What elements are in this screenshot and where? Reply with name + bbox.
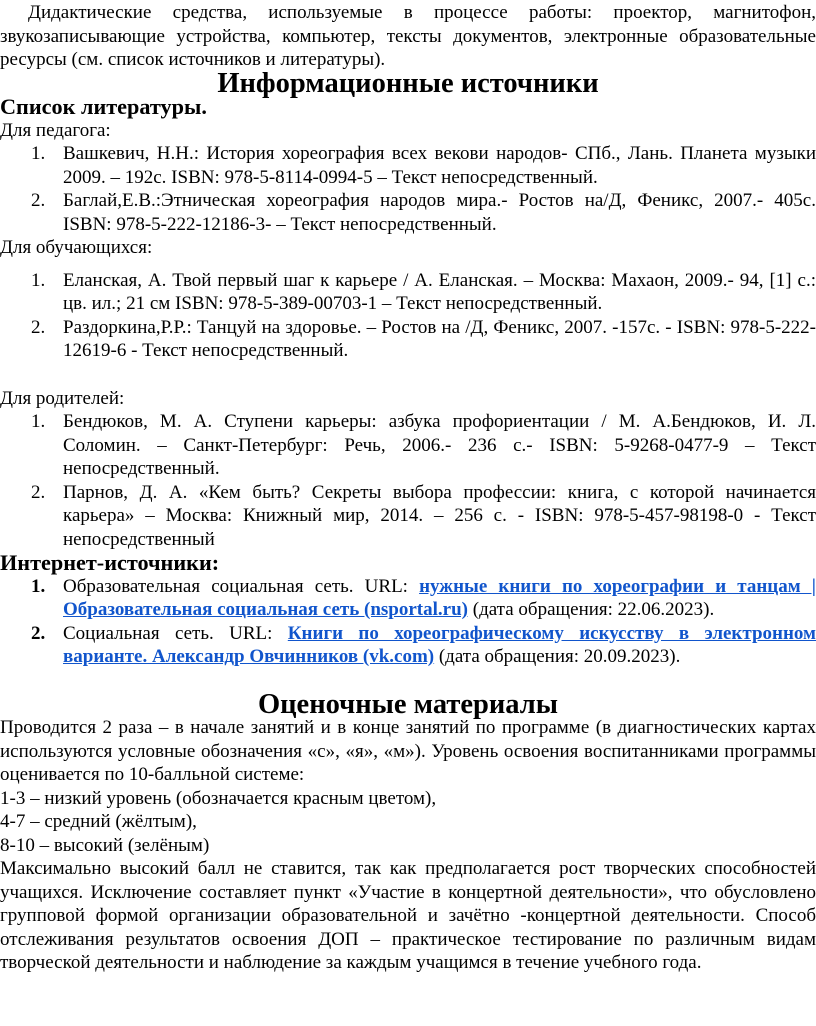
list-item-text: Раздоркина,Р.Р.: Танцуй на здоровье. – Ростов на /Д, Феникс, 2007. -157с. - ISBN: 978-5-222-12619-6 - Текст непосредственный.: [63, 316, 816, 361]
list-number: 1.: [31, 411, 46, 432]
info-sources-heading: Информационные источники: [217, 67, 599, 99]
list-item-text: Баглай,Е.В.:Этническая хореография народов мира.- Ростов на/Д, Феникс, 2007.- 405с. ISBN: 978-5-222-12186-3- – Текст непосредственный.: [63, 190, 816, 235]
parents-label: Для родителей:: [0, 387, 125, 409]
list-item-text: Парнов, Д. А. «Кем быть? Секреты выбора профессии: книга, с которой начинается карьера» – Москва: Книжный мир, 2014. – 256 с. - ISBN: 978-5-457-98198-0 - Текст непосредственный: [63, 481, 816, 550]
level-high: 8-10 – высокий (зелёным): [0, 834, 210, 856]
source-prefix: Образовательная социальная сеть. URL:: [63, 575, 420, 597]
assessment-paragraph: Проводится 2 раза – в начале занятий и в конце занятий по программе (в диагностических картах используются условные обозначения «с», «я», «м»). Уровень освоения воспитанниками программы оценивается по 10-балльной системе:: [0, 717, 816, 785]
teacher-list: [0, 142, 816, 236]
vk-link[interactable]: Книги по хореографическому искусству в электронном варианте. Александр Овчинников (vk.com): [63, 622, 816, 667]
literature-heading: Список литературы.: [0, 94, 207, 119]
list-item: [0, 410, 816, 481]
list-number: 1.: [31, 575, 46, 597]
level-low: 1-3 – низкий уровень (обозначается красным цветом),: [0, 787, 437, 809]
list-item-text: Вашкевич, Н.Н.: История хореография всех векови народов- СПб., Лань. Планета музыки 2009. – 192с. ISBN: 978-5-8114-0994-5 – Текст непосредственный.: [63, 143, 816, 188]
list-item: [0, 481, 816, 552]
list-number: 1.: [31, 143, 46, 164]
level-medium: 4-7 – средний (жёлтым),: [0, 811, 197, 832]
assessment-note-paragraph: Максимально высокий балл не ставится, так как предполагается рост творческих способностей учащихся. Исключение составляет пункт «Участие в концертной деятельности», что обусловлено групповой формой организации образовательной и зачётно -концертной деятельности. Способ отслеживания результатов освоения ДОП – практическое тестирование по различным видам творческой деятельности и наблюдение за каждым учащимся в течение учебного года.: [0, 858, 816, 973]
teacher-label: Для педагога:: [0, 119, 111, 141]
access-date: (дата обращения: 22.06.2023).: [468, 599, 715, 620]
list-item: [0, 575, 816, 622]
list-item: [0, 316, 816, 363]
list-item: [0, 622, 816, 669]
list-item: [0, 269, 816, 316]
students-list: [0, 269, 816, 363]
intro-paragraph: Дидактические средства, используемые в процессе работы: проектор, магнитофон, звукозаписывающие устройства, компьютер, тексты документов, электронные образовательные ресурсы (см. список источников и литературы).: [0, 2, 816, 70]
access-date: (дата обращения: 20.09.2023).: [434, 646, 681, 667]
nsportal-link[interactable]: нужные книги по хореографии и танцам | Образовательная социальная сеть (nsportal.ru): [63, 575, 816, 620]
students-label: Для обучающихся:: [0, 237, 153, 258]
assessment-heading: Оценочные материалы: [257, 688, 559, 720]
internet-heading: Интернет-источники:: [0, 550, 220, 575]
list-number: 1.: [31, 269, 46, 291]
list-item: [0, 142, 816, 189]
source-prefix: Социальная сеть. URL:: [63, 622, 288, 644]
list-item-text: Еланская, А. Твой первый шаг к карьере / А. Еланская. – Москва: Махаон, 2009.- 94, [1] с.: цв. ил.; 21 см ISBN: 978-5-389-00703-1 – Текст непосредственный.: [63, 269, 816, 314]
list-number: 2.: [31, 622, 46, 644]
list-item: [0, 189, 816, 236]
list-number: 2.: [31, 316, 46, 338]
list-number: 2.: [31, 481, 46, 503]
list-item-text: Бендюков, М. А. Ступени карьеры: азбука профориентации / М. А.Бендюков, И. Л. Соломин. – Санкт-Петербург: Речь, 2006.- 236 с.- ISBN: 5-9268-0477-9 – Текст непосредственный.: [63, 411, 816, 479]
internet-list: [0, 575, 816, 669]
parents-list: [0, 410, 816, 551]
list-number: 2.: [31, 190, 46, 211]
